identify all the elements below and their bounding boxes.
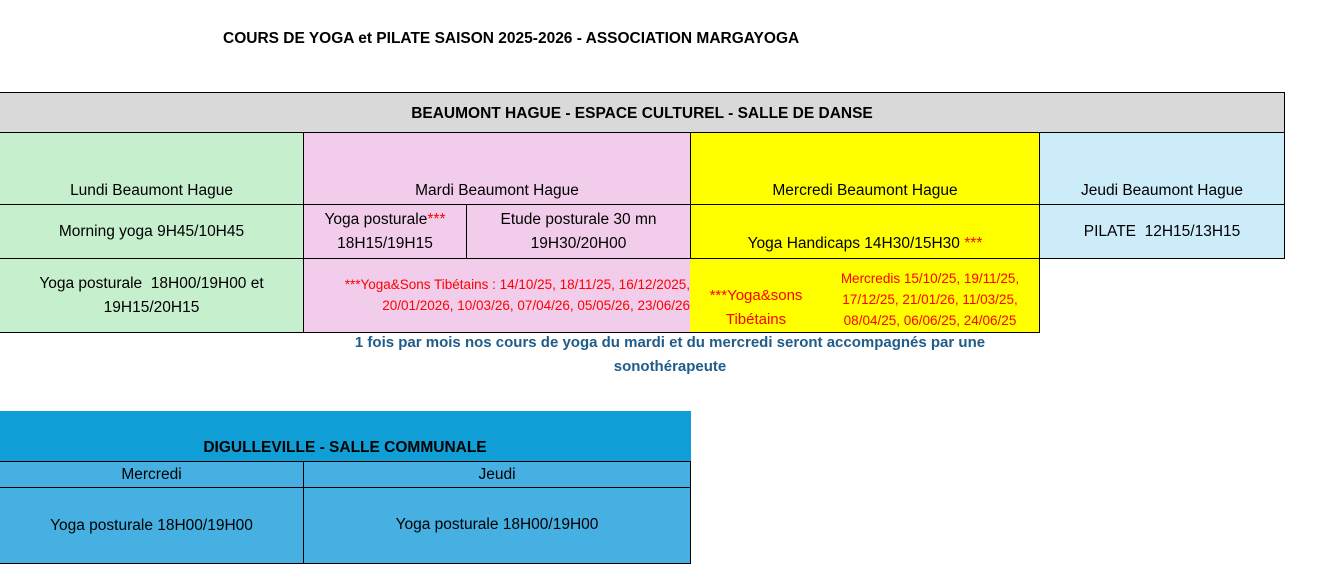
mardi-etude-posturale-time: 19H30/20H00: [530, 234, 627, 252]
mercredi-sons-dates: [820, 268, 1040, 331]
page-title: COURS DE YOGA et PILATE SAISON 2025-2026 - ASSOCIATION MARGAYOGA: [223, 30, 800, 47]
mardi-etude-posturale: [466, 204, 691, 259]
mardi-etude-posturale-line1: Etude posturale 30 mn: [500, 210, 657, 228]
mercredi-sons-dates-line1: Mercredis 15/10/25, 19/11/25,: [840, 271, 1020, 286]
digulleville-header: DIGULLEVILLE - SALLE COMMUNALE: [0, 411, 691, 462]
header-mercredi: Mercredi Beaumont Hague: [690, 132, 1040, 205]
digulleville-header-jeudi: Jeudi: [303, 461, 691, 488]
mardi-sons-dates-line1: ***Yoga&Sons Tibétains : 14/10/25, 18/11/25, 16/12/2025,: [344, 276, 690, 292]
mercredi-sons-dates-line3: 08/04/25, 06/06/25, 24/06/25: [843, 313, 1017, 328]
header-lundi: Lundi Beaumont Hague: [0, 132, 304, 205]
jeudi-pilate: PILATE 12H15/13H15: [1039, 204, 1285, 259]
mercredi-sons-label-line2: Tibétains: [725, 311, 787, 328]
sonotherapeute-note: [300, 331, 1040, 379]
lundi-yoga-posturale-line2: 19H15/20H15: [103, 298, 200, 316]
header-jeudi: Jeudi Beaumont Hague: [1039, 132, 1285, 205]
note-line1: 1 fois par mois nos cours de yoga du mardi et du mercredi seront accompagnés par une: [354, 334, 986, 351]
mardi-yoga-sons-tibetains: [303, 258, 691, 333]
mercredi-sons-label-line1: ***Yoga&sons: [709, 287, 803, 304]
digulleville-header-mercredi: Mercredi: [0, 461, 304, 488]
note-line2: sonothérapeute: [613, 358, 727, 375]
lundi-morning-yoga: Morning yoga 9H45/10H45: [0, 204, 304, 259]
beaumont-header: BEAUMONT HAGUE - ESPACE CULTUREL - SALLE DE DANSE: [0, 92, 1285, 133]
mardi-yoga-posturale: [303, 204, 467, 259]
mercredi-sons-dates-line2: 17/12/25, 21/01/26, 11/03/25,: [842, 292, 1018, 307]
mercredi-yoga-handicaps: [690, 204, 1040, 259]
digulleville-jeudi-yoga: Yoga posturale 18H00/19H00: [303, 487, 691, 564]
digulleville-mercredi-yoga: Yoga posturale 18H00/19H00: [0, 487, 304, 564]
stars-mark: ***: [427, 210, 446, 228]
mercredi-sons-label: [695, 284, 817, 332]
mercredi-yoga-handicaps-label: Yoga Handicaps 14H30/15H30: [747, 235, 960, 252]
mardi-yoga-posturale-time: 18H15/19H15: [337, 234, 433, 252]
mardi-sons-dates-line2: 20/01/2026, 10/03/26, 07/04/26, 05/05/26, 23/06/26: [382, 297, 690, 313]
mardi-yoga-posturale-line1: Yoga posturale***: [324, 210, 446, 228]
lundi-yoga-posturale-line1: Yoga posturale 18H00/19H00 et: [39, 274, 264, 292]
header-mardi: Mardi Beaumont Hague: [303, 132, 691, 205]
lundi-yoga-posturale: [0, 258, 304, 333]
stars-mark: ***: [964, 235, 983, 252]
